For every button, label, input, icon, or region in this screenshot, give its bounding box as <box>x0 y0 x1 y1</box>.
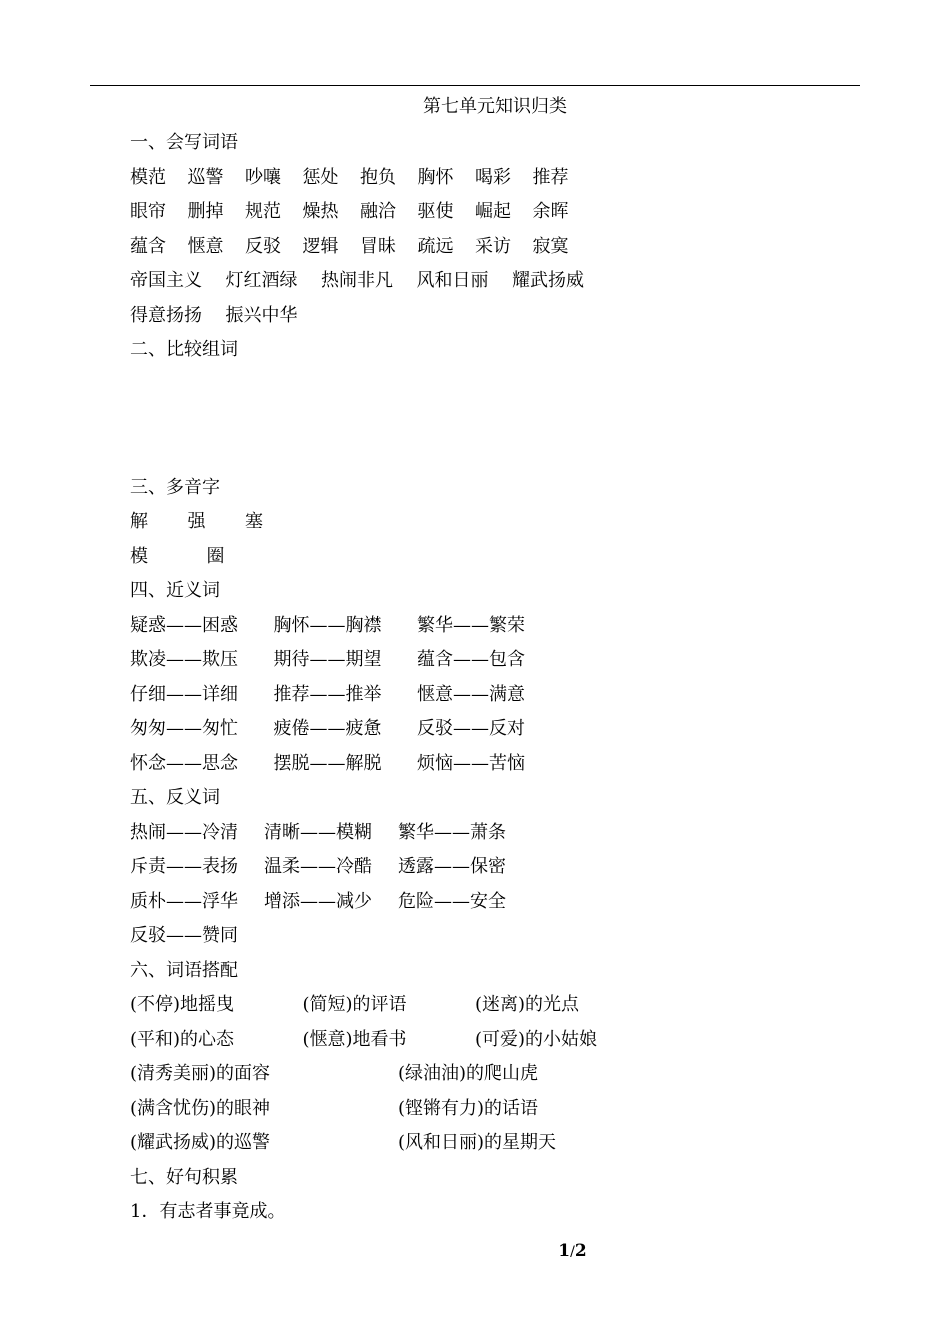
collocation: (平和)的心态 <box>130 1028 235 1050</box>
idiom: 热闹非凡 <box>321 270 393 291</box>
synonym-pair: 欺凌——欺压 <box>130 649 238 670</box>
synonym-pair: 疑惑——困惑 <box>130 614 238 636</box>
synonym-pair: 蕴含——包含 <box>417 649 525 670</box>
collocation: (满含忧伤)的眼神 <box>130 1097 271 1119</box>
word: 燥热 <box>302 201 339 222</box>
collocation: (不停)地摇曳 <box>130 994 235 1015</box>
word: 逻辑 <box>302 235 339 257</box>
antonym-pair: 透露——保密 <box>398 856 506 877</box>
antonym-row <box>130 816 830 851</box>
collocation: (简短)的评语 <box>302 994 407 1015</box>
synonym-pair: 仔细——详细 <box>130 683 238 705</box>
antonym-pair: 反驳——赞同 <box>130 925 238 946</box>
synonym-row <box>130 747 830 782</box>
word: 余晖 <box>532 201 569 222</box>
collocation: (绿油油)的爬山虎 <box>398 1063 539 1084</box>
collocation-row <box>130 1023 830 1058</box>
synonym-pair: 怀念——思念 <box>130 752 238 774</box>
word: 寂寞 <box>532 235 569 257</box>
word: 推荐 <box>532 166 569 188</box>
polyphone-char: 模 <box>130 545 148 567</box>
polyphone-char: 强 <box>187 511 206 532</box>
idiom-row <box>130 264 830 299</box>
word: 采访 <box>475 235 511 257</box>
word: 蕴含 <box>130 235 166 257</box>
page-title: 第七单元知识归类 <box>423 96 567 117</box>
word: 驱使 <box>417 201 454 222</box>
polyphone-char: 圈 <box>206 545 225 567</box>
section-heading-polyphones: 三、多音字 <box>130 476 220 498</box>
collocation-row <box>130 1126 830 1161</box>
polyphone-char: 塞 <box>245 511 263 532</box>
synonym-pair: 摆脱——解脱 <box>273 752 382 774</box>
antonym-pair: 质朴——浮华 <box>130 890 238 912</box>
collocation: (风和日丽)的星期天 <box>398 1132 557 1153</box>
collocation: (可爱)的小姑娘 <box>475 1028 598 1050</box>
synonym-pair: 匆匆——匆忙 <box>130 718 238 739</box>
page-separator: / <box>570 1244 575 1260</box>
synonym-pair: 胸怀——胸襟 <box>273 614 382 636</box>
collocation-row <box>130 1092 830 1127</box>
collocation-row <box>130 1057 830 1092</box>
word-row <box>130 195 830 230</box>
antonym-pair: 繁华——萧条 <box>398 821 506 843</box>
section-heading-synonyms: 四、近义词 <box>130 580 220 601</box>
word: 删掉 <box>187 201 224 222</box>
synonym-pair: 期待——期望 <box>273 649 382 670</box>
collocation: (清秀美丽)的面容 <box>130 1063 271 1084</box>
word: 眼帘 <box>130 201 166 222</box>
idiom-row <box>130 299 830 334</box>
section-heading-write-words: 一、会写词语 <box>130 132 238 153</box>
idiom: 帝国主义 <box>130 270 202 291</box>
word-row <box>130 230 830 265</box>
header-rule <box>90 85 860 86</box>
synonym-row <box>130 609 830 644</box>
antonym-pair: 热闹——冷清 <box>130 821 238 843</box>
antonym-row <box>130 885 830 920</box>
word: 惩处 <box>302 166 339 188</box>
synonym-pair: 惬意——满意 <box>417 683 525 705</box>
antonym-row <box>130 919 830 954</box>
word: 胸怀 <box>417 166 454 188</box>
synonym-row <box>130 643 830 678</box>
antonym-pair: 斥责——表扬 <box>130 856 238 877</box>
section-heading-collocations: 六、词语搭配 <box>130 959 238 981</box>
antonym-pair: 增添——减少 <box>264 890 372 912</box>
collocation: (惬意)地看书 <box>302 1028 407 1050</box>
antonym-pair: 清晰——模糊 <box>264 821 372 843</box>
idiom: 风和日丽 <box>416 270 489 291</box>
synonym-row <box>130 678 830 713</box>
total-pages: 2 <box>574 1241 587 1261</box>
polyphone-char: 解 <box>130 511 148 532</box>
word: 巡警 <box>187 166 224 188</box>
word: 反驳 <box>245 235 281 257</box>
idiom: 振兴中华 <box>225 304 298 326</box>
collocation: (铿锵有力)的话语 <box>398 1097 539 1119</box>
antonym-pair: 温柔——冷酷 <box>264 856 372 877</box>
collocation-row <box>130 988 830 1023</box>
page-number <box>0 1241 950 1261</box>
idiom: 灯红酒绿 <box>225 270 298 291</box>
word: 抱负 <box>360 166 396 188</box>
section-heading-antonyms: 五、反义词 <box>130 787 220 808</box>
word: 模范 <box>130 166 166 188</box>
polyphone-row <box>130 540 830 575</box>
blank-area <box>130 368 830 471</box>
idiom: 得意扬扬 <box>130 304 202 326</box>
sentence-item: 1．有志者事竟成。 <box>130 1201 286 1222</box>
word: 冒昧 <box>360 235 396 257</box>
section-heading-good-sentences: 七、好句积累 <box>130 1166 238 1188</box>
current-page: 1 <box>558 1241 571 1261</box>
synonym-pair: 繁华——繁荣 <box>417 614 525 636</box>
section-heading-compare-words: 二、比较组词 <box>130 339 238 360</box>
document-body <box>130 126 830 1230</box>
word: 融洽 <box>360 201 396 222</box>
antonym-pair: 危险——安全 <box>398 890 506 912</box>
synonym-pair: 烦恼——苦恼 <box>417 752 525 774</box>
collocation: (耀武扬威)的巡警 <box>130 1132 271 1153</box>
synonym-pair: 疲倦——疲惫 <box>273 718 382 739</box>
antonym-row <box>130 850 830 885</box>
synonym-row <box>130 712 830 747</box>
word-row <box>130 161 830 196</box>
word: 崛起 <box>475 201 511 222</box>
word: 惬意 <box>187 235 224 257</box>
word: 吵嚷 <box>245 166 281 188</box>
word: 喝彩 <box>475 166 511 188</box>
idiom: 耀武扬威 <box>512 270 584 291</box>
word: 疏远 <box>417 235 454 257</box>
synonym-pair: 反驳——反对 <box>417 718 525 739</box>
polyphone-row <box>130 505 830 540</box>
word: 规范 <box>245 201 281 222</box>
synonym-pair: 推荐——推举 <box>273 683 382 705</box>
collocation: (迷离)的光点 <box>475 994 580 1015</box>
